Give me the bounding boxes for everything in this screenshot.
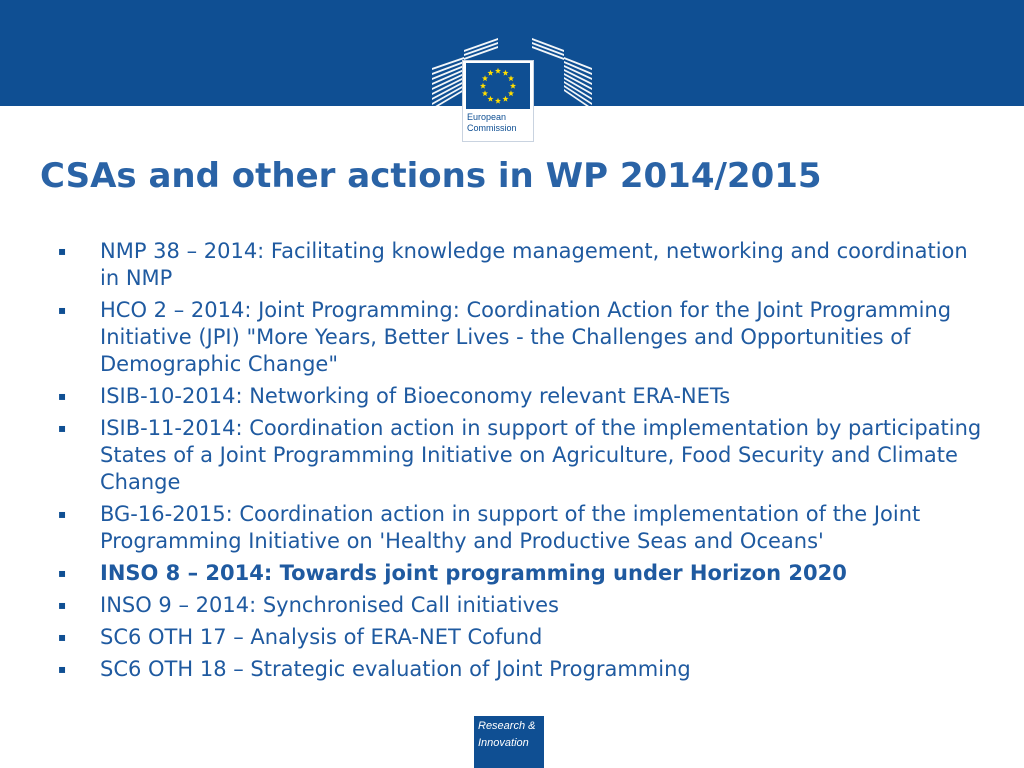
bullet-text: NMP 38 – 2014: Facilitating knowledge management, networking and coordination in NMP	[100, 239, 968, 290]
bullet-text: INSO 8 – 2014: Towards joint programming under Horizon 2020	[100, 561, 847, 585]
european-commission-logo	[428, 28, 594, 144]
bullet-list	[58, 238, 988, 688]
bullet-icon: ▪	[58, 507, 67, 521]
bullet-icon: ▪	[58, 389, 67, 403]
bullet-item	[58, 501, 988, 555]
bullet-item	[58, 415, 988, 496]
bullet-item	[58, 383, 988, 410]
bullet-text: HCO 2 – 2014: Joint Programming: Coordination Action for the Joint Programming Initiative (JPI) "More Years, Better Lives - the Challenges and Opportunities of Demographic Change"	[100, 298, 952, 376]
logo-wordmark: European Commission	[467, 112, 517, 133]
bullet-text: BG-16-2015: Coordination action in support of the implementation of the Joint Programming Initiative on 'Healthy and Productive Seas and Oceans'	[100, 502, 921, 553]
bullet-text: SC6 OTH 18 – Strategic evaluation of Joint Programming	[100, 657, 691, 681]
bullet-item	[58, 624, 988, 651]
bullet-icon: ▪	[58, 630, 67, 644]
eu-flag-icon	[466, 63, 530, 109]
eu-star-icon	[487, 96, 493, 102]
badge-text: Research & Innovation	[478, 720, 536, 749]
eu-star-icon	[495, 68, 501, 74]
slide-title: CSAs and other actions in WP 2014/2015	[40, 156, 822, 196]
commission-emblem	[462, 60, 534, 142]
eu-star-icon	[502, 70, 508, 76]
bullet-item	[58, 592, 988, 619]
bullet-icon: ▪	[58, 566, 67, 580]
bullet-text: ISIB-11-2014: Coordination action in support of the implementation by participating States of a Joint Programming Initiative on Agriculture, Food Security and Climate Change	[100, 416, 982, 494]
eu-star-icon	[508, 90, 514, 96]
bullet-text: SC6 OTH 17 – Analysis of ERA-NET Cofund	[100, 625, 543, 649]
bullet-item-highlighted	[58, 560, 988, 587]
bullet-item	[58, 656, 988, 683]
bullet-icon: ▪	[58, 598, 67, 612]
eu-star-icon	[495, 98, 501, 104]
bullet-text: ISIB-10-2014: Networking of Bioeconomy relevant ERA-NETs	[100, 384, 731, 408]
bullet-item	[58, 297, 988, 378]
eu-star-icon	[510, 83, 516, 89]
bullet-icon: ▪	[58, 303, 67, 317]
bullet-text: INSO 9 – 2014: Synchronised Call initiatives	[100, 593, 559, 617]
bullet-icon: ▪	[58, 662, 67, 676]
eu-star-icon	[487, 70, 493, 76]
eu-star-icon	[482, 75, 488, 81]
bullet-item	[58, 238, 988, 292]
eu-star-icon	[508, 75, 514, 81]
bullet-icon: ▪	[58, 421, 67, 435]
eu-star-icon	[502, 96, 508, 102]
eu-star-icon	[482, 90, 488, 96]
research-innovation-badge	[474, 716, 544, 768]
eu-star-icon	[480, 83, 486, 89]
bullet-icon: ▪	[58, 244, 67, 258]
